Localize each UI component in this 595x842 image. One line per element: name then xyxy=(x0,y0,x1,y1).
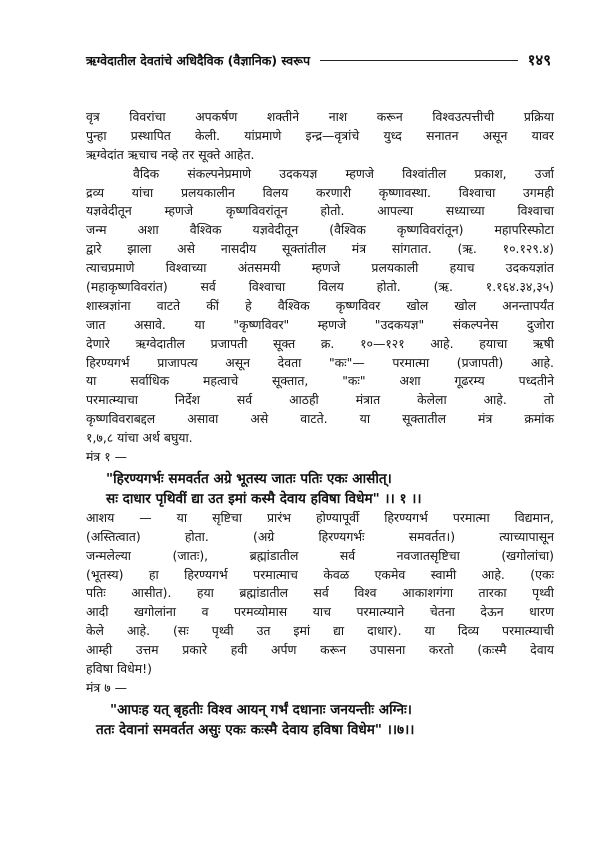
text-line: परमात्म्याचा निर्देश सर्व आठही मंत्रात केलेला आहे. तो xyxy=(86,392,554,408)
explanation-line: (अस्तित्वात) होता. (अग्रे हिरण्यगर्भः समवर्तत।) त्याच्यापासून xyxy=(86,528,554,544)
text-line: द्वारे झाला असे नासदीय सूक्तांतील मंत्र सांगतात. (ऋ. १०.१२९.४) xyxy=(86,241,554,257)
running-header xyxy=(86,48,551,72)
mantra-7-label: मंत्र ७ — xyxy=(86,679,127,695)
explanation-line: हविषा विधेम!) xyxy=(86,661,152,677)
text-line: (महाकृष्णविवरांत) सर्व विश्वाचा विलय होतो. (ऋ. १.१६४.३४,३५) xyxy=(86,279,554,295)
explanation-line: पतिः आसीत). हया ब्रह्मांडातील सर्व विश्व आकाशगंगा तारका पृथ्वी xyxy=(86,585,554,601)
explanation-line: (भूतस्य) हा हिरण्यगर्भ परमात्माच केवळ एकमेव स्वामी आहे. (एकः xyxy=(86,566,554,582)
explanation-line: जन्मलेल्या (जातः), ब्रह्मांडातील सर्व नवजातसृष्टिचा (खगोलांचा) xyxy=(86,547,554,563)
text-line: कृष्णविवराबद्दल असावा असे वाटते. या सूक्तातील मंत्र क्रमांक xyxy=(86,411,554,427)
body-text xyxy=(86,108,554,740)
text-line: देणारे ऋग्वेदातील प्रजापती सूक्त क्र. १०—१२१ आहे. हयाचा ऋषी xyxy=(86,335,554,351)
mantra-1-verse-line: सः दाधार पृथिवीं द्या उत इमां कस्मै देवाय हविषा विधेम" ।। १ ।। xyxy=(106,490,422,507)
explanation-line: आशय — या सृष्टिचा प्रारंभ होण्यापूर्वी हिरण्यगर्भ परमात्मा विद्यमान, xyxy=(86,509,554,525)
mantra-7-verse-line: ततः देवानां समवर्तत असुः एकः कःस्मै देवाय हविषा विधेम" ।।७।। xyxy=(96,721,415,738)
text-line: यज्ञवेदीतून म्हणजे कृष्णविवरांतून होतो. आपल्या सध्याच्या विश्वाचा xyxy=(86,203,554,219)
explanation-line: आम्ही उत्तम प्रकारे हवी अर्पण करून उपासना करतो (कःस्मै देवाय xyxy=(86,642,554,658)
text-line: शास्त्रज्ञांना वाटते कीं हे वैश्विक कृष्णविवर खोल खोल अनन्तापर्यंत xyxy=(86,297,554,313)
text-line: त्याचप्रमाणे विश्वाच्या अंतसमयी म्हणजे प्रलयकाली हयाच उदकयज्ञांत xyxy=(86,260,554,276)
text-line: वृत्र विवरांचा अपकर्षण शक्तीने नाश करून विश्वउत्पत्तीची प्रक्रिया xyxy=(86,109,554,124)
text-line: १,७,८ यांचा अर्थ बघुया. xyxy=(86,430,193,446)
text-line: वैदिक संकल्पनेप्रमाणे उदकयज्ञ म्हणजे विश्वांतील प्रकाश, उर्जा xyxy=(133,165,554,181)
header-title: ऋग्वेदातील देवतांचे अधिदैविक (वैज्ञानिक) स्वरूप xyxy=(86,52,311,68)
explanation-line: आदी खगोलांना व परमव्योमास याच परमात्म्याने चेतना देऊन धारण xyxy=(86,604,554,620)
text-line: द्रव्य यांचा प्रलयकालीन विलय करणारी कृष्णावस्था. विश्वाचा उगमही xyxy=(86,184,554,200)
text-line: पुन्हा प्रस्थापित केली. यांप्रमाणे इन्द्र—वृत्रांचे युध्द सनातन असून यावर xyxy=(86,127,554,143)
header-rule xyxy=(320,60,518,61)
mantra-1-verse-line: "हिरण्यगर्भः समवर्तत अग्रे भूतस्य जातः पतिः एकः आसीत्। xyxy=(106,470,392,487)
explanation-line: केले आहे. (सः पृथ्वी उत इमां द्या दाधार). या दिव्य परमात्म्याची xyxy=(86,623,554,639)
page-number: १४९ xyxy=(527,51,551,69)
text-line: जन्म अशा वैश्विक यज्ञवेदीतून (वैश्विक कृष्णविवरांतून) महापरिस्फोटा xyxy=(86,222,554,238)
text-line: हिरण्यगर्भ प्राजापत्य असून देवता "कः"— परमात्मा (प्रजापती) आहे. xyxy=(86,354,554,370)
text-line: ऋग्वेदांत ऋचाच नव्हे तर सूक्ते आहेत. xyxy=(86,146,255,162)
mantra-7-verse-line: "आपःह यत् बृहतीः विश्व आयन् गर्भं दधानाः जनयन्तीः अग्निः। xyxy=(110,701,412,718)
mantra-1-label: मंत्र १ — xyxy=(86,449,127,465)
text-line: या सर्वाधिक महत्वाचे सूक्तात, "कः" अशा गूढरम्य पध्दतीने xyxy=(86,373,554,389)
text-line: जात असावे. या "कृष्णविवर" म्हणजे "उदकयज्ञ" संकल्पनेस दुजोरा xyxy=(86,316,554,332)
